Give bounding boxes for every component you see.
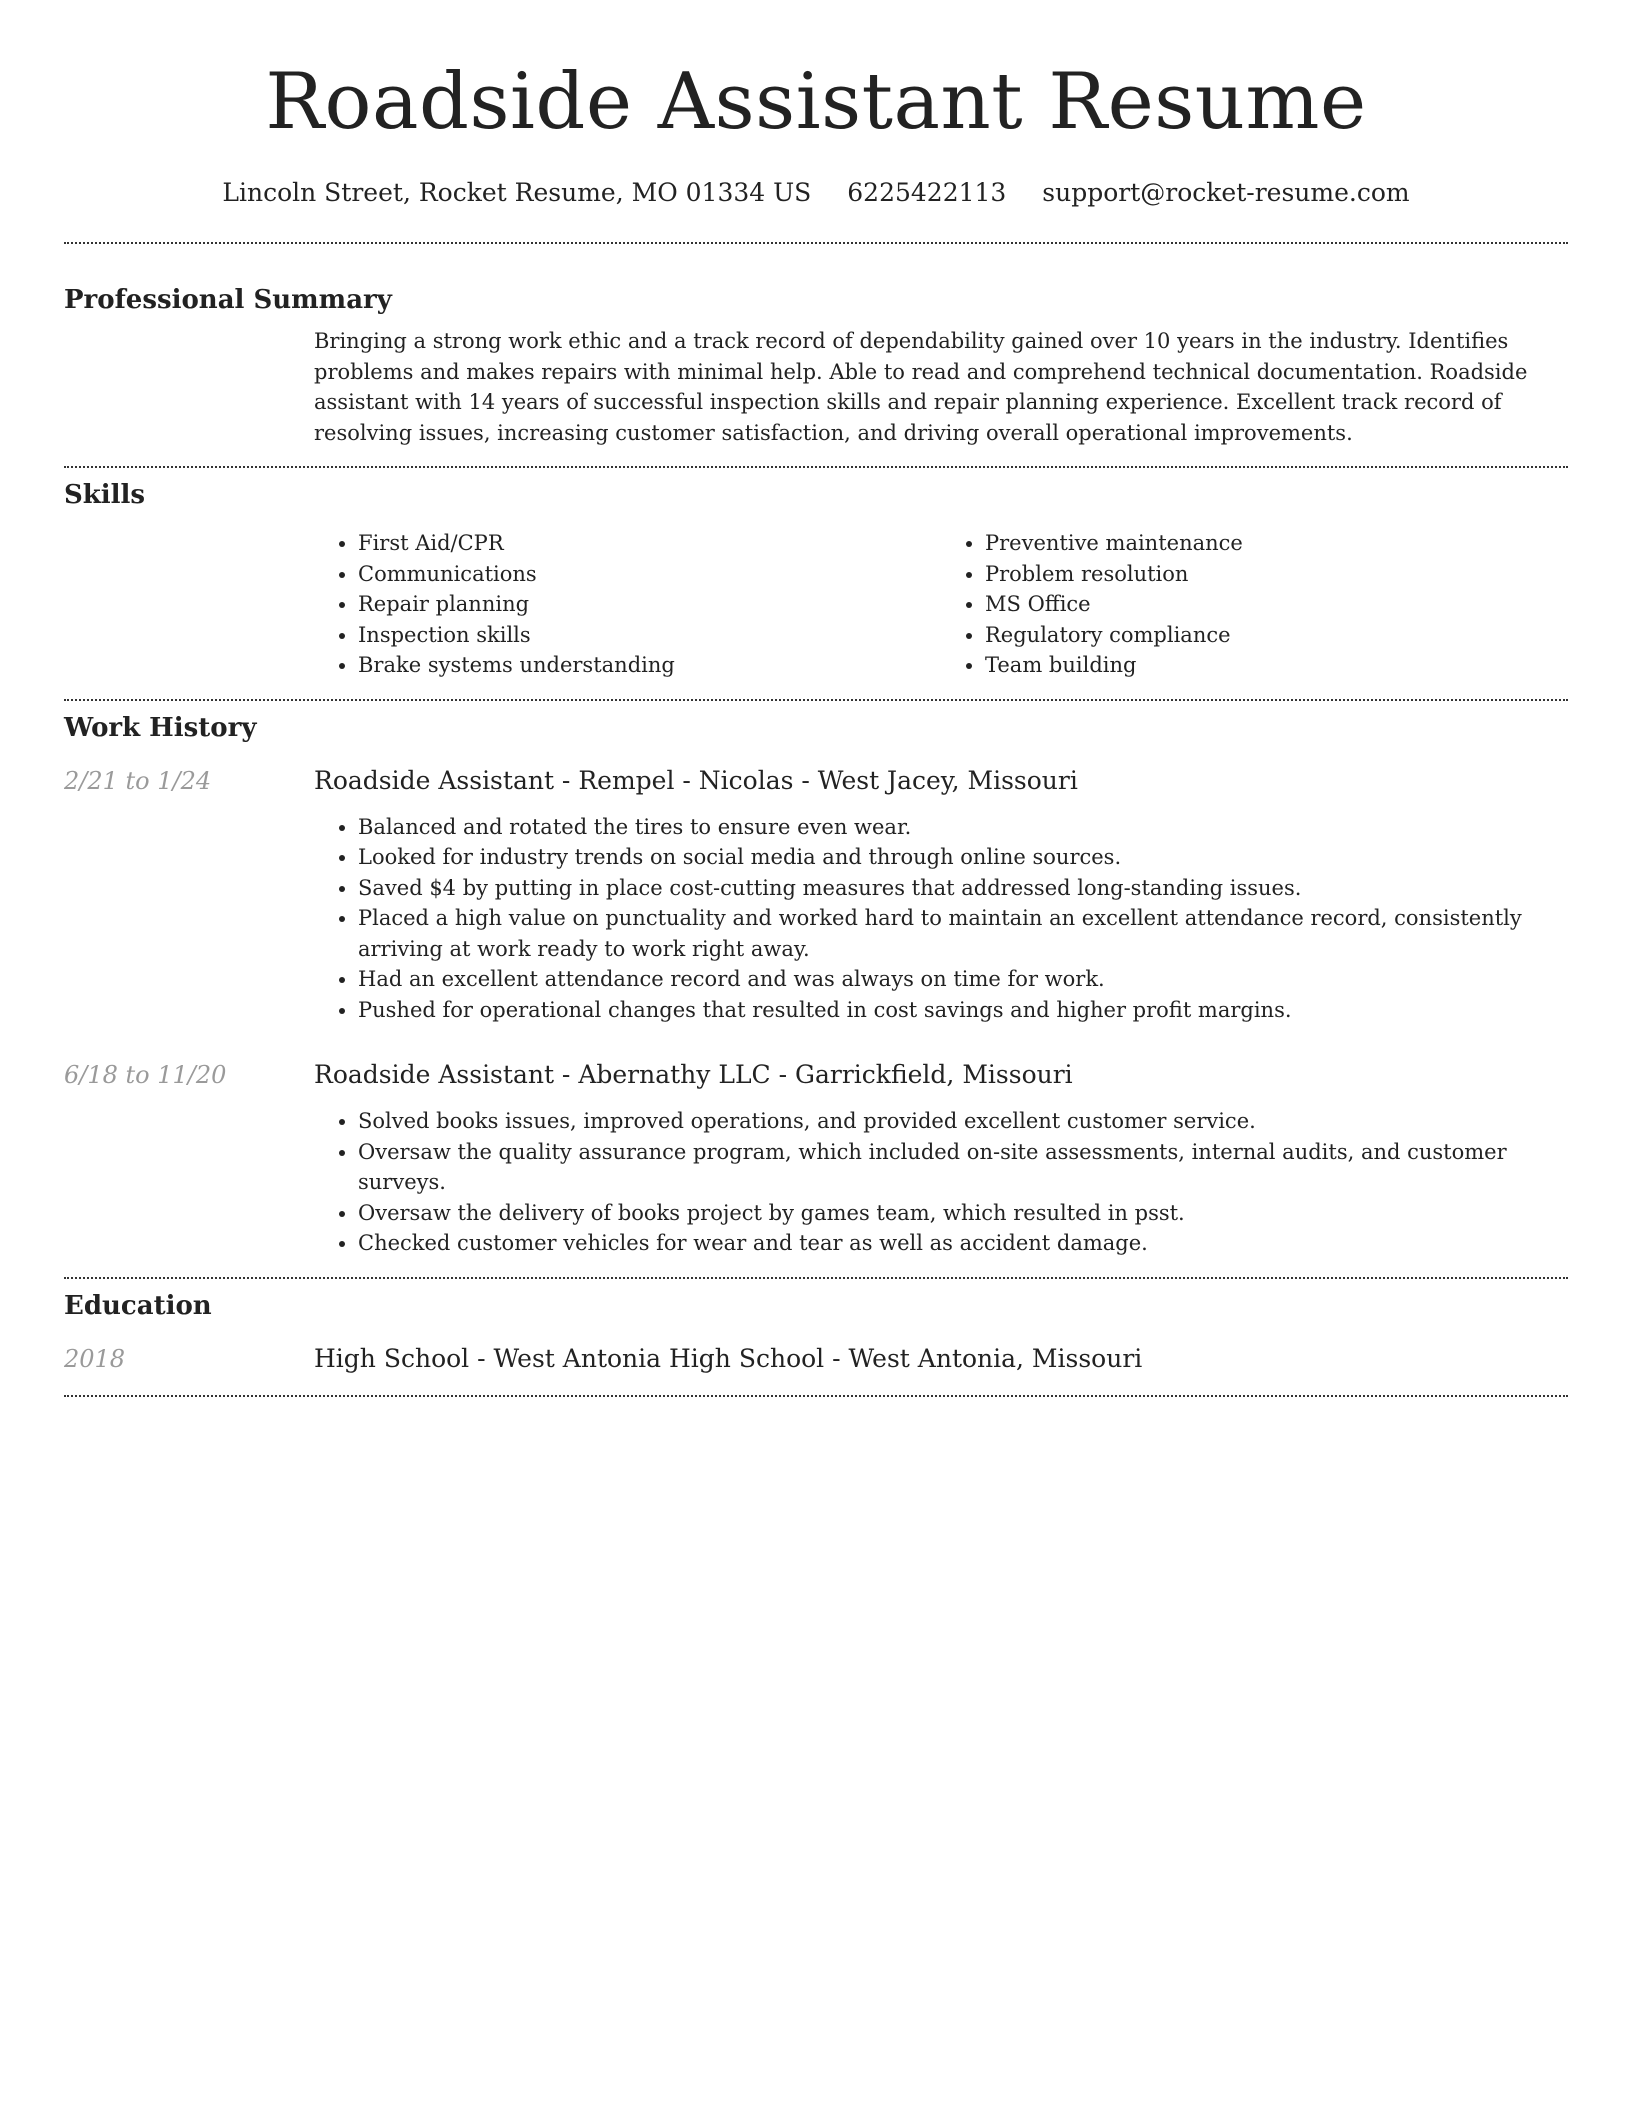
job-bullet: • Oversaw the delivery of books project by games team, which resulted in psst. [358,1198,1568,1229]
job-header [64,765,1568,797]
skill-item: • Repair planning [358,589,941,620]
job-entry [64,1059,1568,1259]
job-bullet: • Looked for industry trends on social media and through online sources. [358,842,1568,873]
job-bullet: • Had an excellent attendance record and was always on time for work. [358,964,1568,995]
skills-list-left [314,528,941,681]
summary-text: Bringing a strong work ethic and a track record of dependability gained over 10 years in the industry. Identifies problems and makes repairs with minimal help. Able to read and comprehend technical documentation. Roadside assistant with 14 years of successful inspection skills and repair planning experience. Excellent track record of resolving issues, increasing customer satisfaction, and driving overall operational improvements. [314,329,1528,445]
job-bullet: • Placed a high value on punctuality and worked hard to maintain an excellent attendance record, consistently arriving at work ready to work right away. [358,903,1568,964]
work-section [64,711,1568,1259]
resume-page [64,0,1568,1397]
skill-item: • First Aid/CPR [358,528,941,559]
summary-section [64,283,1568,448]
job-header [64,1059,1568,1091]
job-title: Roadside Assistant - Rempel - Nicolas - West Jacey, Missouri [314,765,1078,795]
skill-item: • Regulatory compliance [985,620,1568,651]
contact-phone: 6225422113 [847,178,1007,207]
summary-content [314,326,1568,448]
job-dates: 2/21 to 1/24 [64,766,212,795]
skills-columns [314,528,1568,681]
skill-item: • Brake systems understanding [358,650,941,681]
skill-item: • Preventive maintenance [985,528,1568,559]
section-title-skills: Skills [64,480,146,510]
education-entry [64,1343,1568,1375]
skill-item: • Team building [985,650,1568,681]
job-bullets [314,812,1568,1026]
skill-item: • Inspection skills [358,620,941,651]
divider [64,466,1568,468]
skills-section [64,478,1568,681]
job-bullet: • Balanced and rotated the tires to ensure even wear. [358,812,1568,843]
divider [64,699,1568,701]
job-dates: 6/18 to 11/20 [64,1061,227,1089]
divider [64,1277,1568,1279]
contact-email: support@rocket-resume.com [1042,178,1410,207]
job-bullet: • Solved books issues, improved operations, and provided excellent customer service. [358,1106,1568,1137]
job-bullet: • Saved $4 by putting in place cost-cutting measures that addressed long-standing issues. [358,873,1568,904]
contact-address: Lincoln Street, Rocket Resume, MO 01334 US [222,178,812,207]
section-title-education: Education [64,1290,212,1321]
skill-item: • MS Office [985,589,1568,620]
skills-list-right [941,528,1568,681]
education-section [64,1289,1568,1375]
divider [64,1395,1568,1397]
job-entry [64,765,1568,1026]
job-bullet: • Checked customer vehicles for wear and tear as well as accident damage. [358,1228,1568,1259]
section-title-work: Work History [64,712,257,743]
job-bullets [314,1106,1568,1259]
contact-line [64,176,1568,210]
education-year: 2018 [64,1344,126,1373]
job-bullet: • Oversaw the quality assurance program, which included on-site assessments, internal audits, and customer surveys. [358,1137,1568,1198]
skill-item: • Communications [358,559,941,590]
job-bullet: • Pushed for operational changes that resulted in cost savings and higher profit margins. [358,995,1568,1026]
resume-title: Roadside Assistant Resume [265,57,1367,147]
education-title: High School - West Antonia High School - West Antonia, Missouri [314,1343,1143,1373]
job-title: Roadside Assistant - Abernathy LLC - Garrickfield, Missouri [314,1060,1073,1089]
section-title-summary: Professional Summary [64,285,392,315]
divider [64,242,1568,244]
skill-item: • Problem resolution [985,559,1568,590]
